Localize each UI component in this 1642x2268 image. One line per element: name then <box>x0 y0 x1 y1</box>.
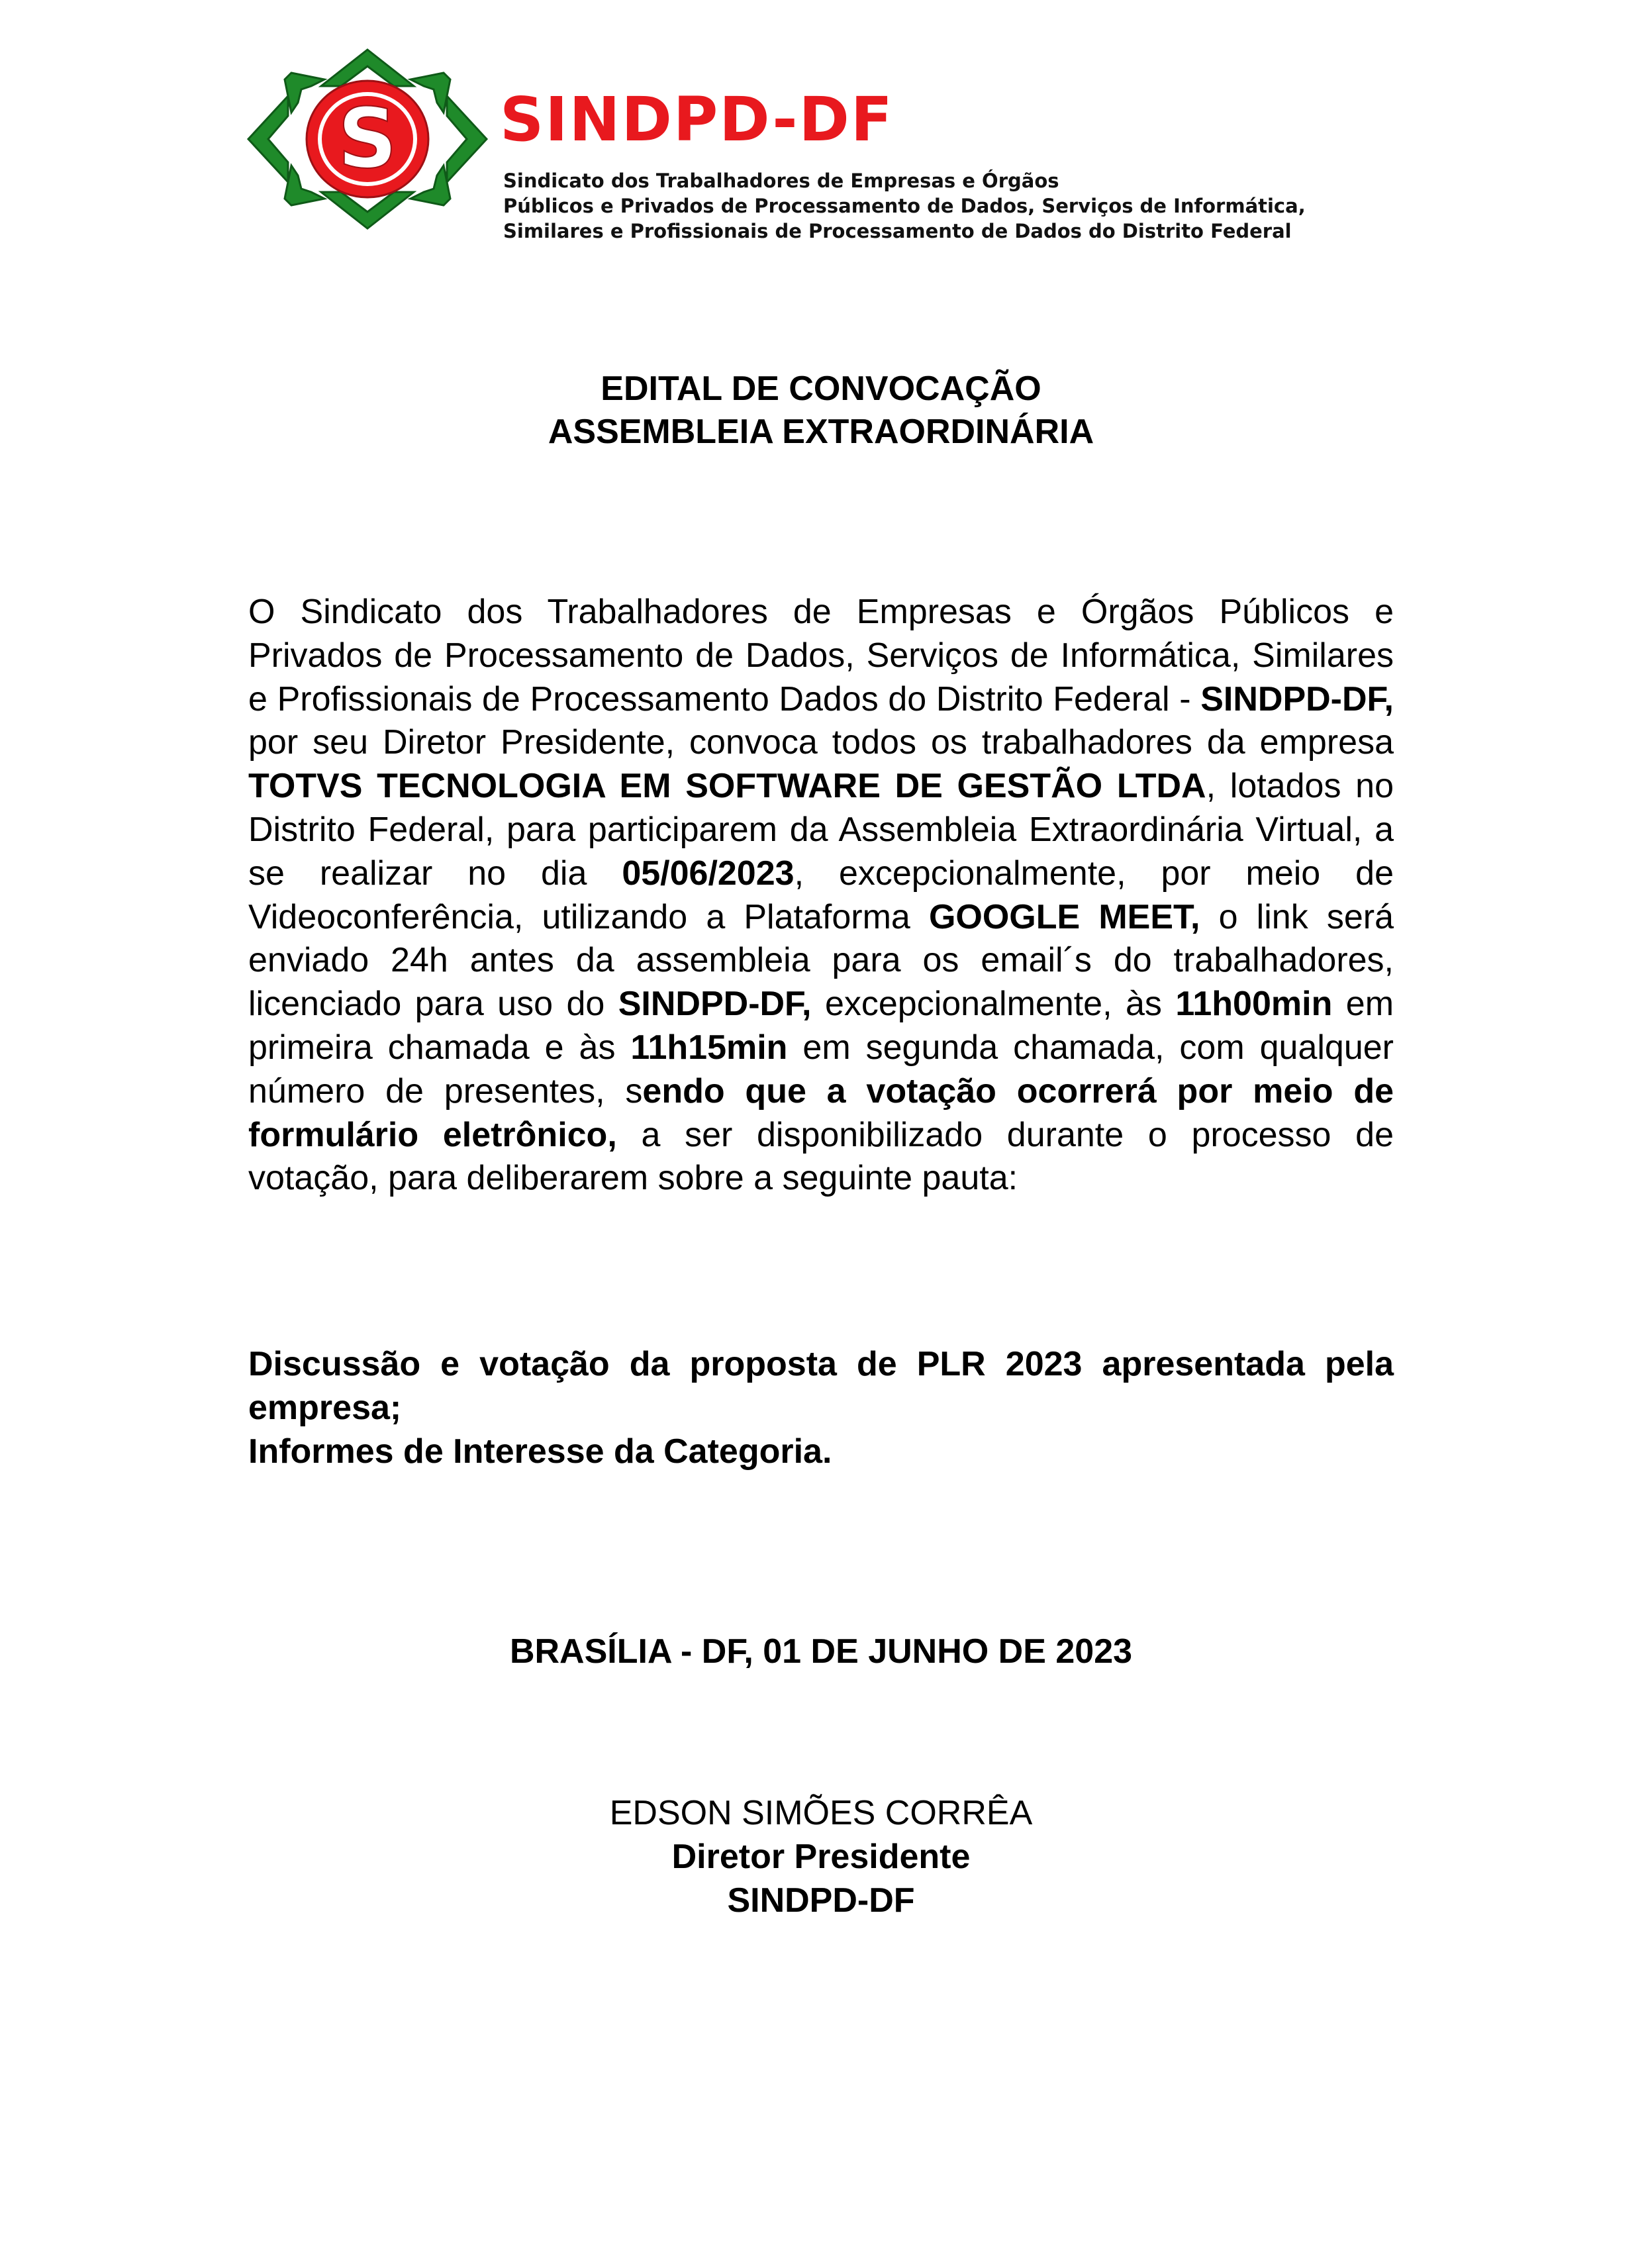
platform-name: GOOGLE MEET, <box>928 897 1200 936</box>
second-call-time: 11h15min <box>630 1028 788 1067</box>
body-bold-segment: SINDPD-DF, <box>618 985 812 1024</box>
body-text-segment: o link será enviado 24h antes da assembleia para os email´s do trabalhadores, licenciado para uso do <box>248 897 1394 1024</box>
logo-subtitle-line: Públicos e Privados de Processamento de Dados, Serviços de Informática, <box>503 195 1306 217</box>
body-text-segment: em primeira chamada e às <box>248 985 1394 1067</box>
voting-method: endo que a votação ocorrerá por meio de formulário eletrônico, <box>248 1071 1394 1154</box>
logo-subtitle-line: Sindicato dos Trabalhadores de Empresas e Órgãos <box>503 170 1059 192</box>
place-date: BRASÍLIA - DF, 01 DE JUNHO DE 2023 <box>509 1632 1133 1671</box>
agenda-item: Informes de Interesse da Categoria. <box>248 1432 832 1471</box>
title-line-2: ASSEMBLEIA EXTRAORDINÁRIA <box>548 413 1094 451</box>
signature-block <box>248 1791 1394 1922</box>
agenda-item: Discussão e votação da proposta de PLR 2023 apresentada pela empresa; <box>248 1345 1394 1427</box>
body-text-segment: , excepcionalmente, por meio de Videoconferência, utilizando a Plataforma <box>248 854 1394 936</box>
logo-subtitle-line: Similares e Profissionais de Processamento de Dados do Distrito Federal <box>503 220 1292 242</box>
meeting-date: 05/06/2023 <box>622 854 795 893</box>
signer-name: EDSON SIMÕES CORRÊA <box>609 1794 1033 1832</box>
first-call-time: 11h00min <box>1175 985 1333 1024</box>
body-text-segment: por seu Diretor Presidente, convoca todos os trabalhadores da empresa <box>248 723 1394 762</box>
signer-organization: SINDPD-DF <box>727 1881 915 1920</box>
svg-text:S: S <box>337 91 398 187</box>
convocation-paragraph <box>248 591 1394 1201</box>
body-text-segment: excepcionalmente, às <box>811 985 1176 1024</box>
title-line-1: EDITAL DE CONVOCAÇÃO <box>601 370 1041 408</box>
document-title <box>248 368 1394 454</box>
sindpd-emblem-icon <box>245 46 490 232</box>
body-bold-segment: SINDPD-DF, <box>1200 679 1394 718</box>
body-text-segment: em segunda chamada, com qualquer número de presentes, s <box>248 1028 1394 1110</box>
logo-subtitle <box>503 168 1536 244</box>
body-text-segment: a ser disponibilizado durante o processo de votação, para deliberarem sobre a seguinte pauta: <box>248 1115 1394 1198</box>
logo-name: SINDPD-DF <box>500 84 894 155</box>
company-name: TOTVS TECNOLOGIA EM SOFTWARE DE GESTÃO LTDA <box>248 767 1206 806</box>
body-text-segment: , lotados no Distrito Federal, para participarem da Assembleia Extraordinária Virtual, a se realizar no dia <box>248 767 1394 893</box>
body-text-segment: O Sindicato dos Trabalhadores de Empresas e Órgãos Públicos e Privados de Processamento de Dados, Serviços de Informática, Similares e Profissionais de Processamento Dados do Distrito Federal - <box>248 593 1394 718</box>
agenda <box>248 1343 1394 1473</box>
signer-role: Diretor Presidente <box>671 1838 971 1876</box>
